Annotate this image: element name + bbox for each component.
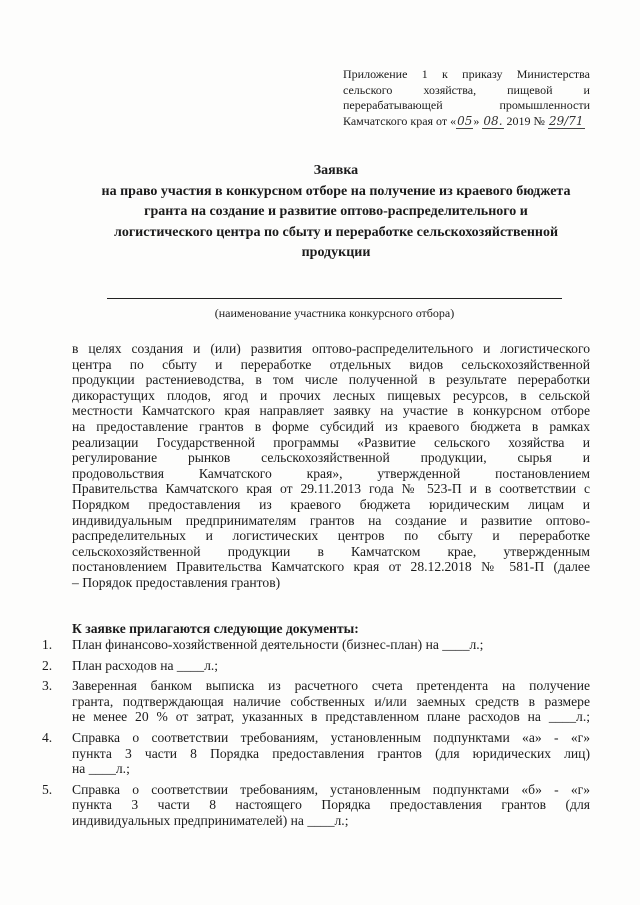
title-line: гранта на создание и развитие оптово-распределительного и: [144, 204, 528, 219]
document-line: не менее 20 % от затрат, указанных в представленном плане расходов на ____л.;: [72, 709, 590, 725]
body-line: продовольствия Камчатского края», утвержденной постановлением: [72, 465, 590, 481]
body-line: сельскохозяйственной продукции в Камчатском крае, утвержденным: [72, 543, 590, 559]
annex-line: [343, 98, 590, 114]
document-item: [42, 678, 590, 725]
document-number: 2.: [42, 657, 53, 673]
body-line: центра по сбыту и переработке отдельных видов сельскохозяйственной: [72, 356, 590, 372]
document-item: [42, 782, 590, 829]
annex-date-line: [343, 114, 590, 130]
document-line: Справка о соответствии требованиям, установленным подпунктами «б» - «г»: [72, 781, 590, 797]
document-line: пункта 3 части 8 Порядка предоставления грантов (для юридических лиц): [72, 745, 590, 761]
participant-caption: (наименование участника конкурсного отбора): [214, 306, 455, 320]
document-number: 1.: [42, 637, 53, 652]
annex-word: приказу: [462, 67, 503, 81]
body-line: на предоставление грантов в форме субсидий из краевого бюджета в рамках: [72, 418, 590, 434]
annex-word: к: [442, 67, 448, 81]
body-line: регулирование рынков сельскохозяйственной продукции, сырья и: [72, 450, 590, 466]
document-item: [42, 637, 590, 653]
attachments-heading: К заявке прилагаются следующие документы:: [72, 621, 359, 636]
handwritten-day: 05: [457, 113, 473, 128]
body-line: Правительства Камчатского края от 29.11.2013 года № 523-П и в соответствии с: [72, 481, 590, 497]
annex-header: [343, 67, 590, 129]
annex-word: Приложение: [343, 67, 408, 81]
annex-line: [343, 67, 590, 83]
document-line: индивидуальных предпринимателей) на ____л.;: [72, 812, 349, 828]
document-number: 4.: [42, 729, 53, 745]
body-line: постановлением Правительства Камчатского края от 28.12.2018 № 581-П (далее: [72, 559, 590, 575]
body-line: индивидуальным предпринимателям грантов на создание и развитие оптово-: [72, 512, 590, 528]
annex-word: Министерства: [516, 67, 590, 81]
body-line: в целях создания и (или) развития оптово-распределительного и логистического: [72, 341, 590, 356]
annex-line: [343, 83, 590, 99]
handwritten-month: 08.: [483, 113, 503, 128]
annex-date-prefix: Камчатского края от «: [343, 113, 457, 128]
application-title: [66, 161, 606, 264]
body-line: дикорастущих плодов, ягод и прочих лесных пищевых ресурсов, в сельской: [72, 387, 590, 403]
body-line: продукции растениеводства, в том числе полученной в результате переработки: [72, 372, 590, 388]
title-line: на право участия в конкурсном отборе на получение из краевого бюджета: [101, 183, 571, 199]
document-line: Справка о соответствии требованиям, установленным подпунктами «а» - «г»: [72, 729, 590, 745]
annex-word: перерабатывающей: [343, 98, 443, 112]
document-item: [42, 730, 590, 777]
participant-name-blank: [107, 298, 562, 299]
annex-word: пищевой: [507, 82, 553, 97]
document-line: пункта 3 части 8 настоящего Порядка предоставления грантов (для: [72, 797, 590, 813]
handwritten-order-number: 29/71: [548, 113, 584, 128]
title-heading: Заявка: [313, 163, 359, 178]
title-line: логистического центра по сбыту и переработке сельскохозяйственной: [113, 224, 559, 240]
body-paragraph: [72, 341, 590, 591]
annex-date-sep: »: [473, 113, 480, 128]
annex-word: и: [583, 82, 590, 97]
body-line: реализации Государственной программы «Развитие сельского хозяйства и: [72, 434, 590, 450]
body-line: местности Камчатского края направляет заявку на участие в конкурсном отборе: [72, 403, 590, 419]
annex-year: 2019 №: [506, 113, 545, 128]
document-number: 5.: [42, 781, 53, 797]
document-number: 3.: [42, 678, 53, 694]
document-line: Заверенная банком выписка из расчетного счета претендента на получение: [72, 678, 590, 694]
body-line: – Порядок предоставления грантов): [72, 574, 281, 590]
body-line: Порядком предоставления из краевого бюджета юридическим лицам и: [72, 496, 590, 512]
annex-word: хозяйства,: [423, 82, 477, 97]
body-line: распределительных и логистических центров по сбыту и переработке: [72, 528, 590, 544]
annex-word: сельского: [343, 82, 393, 97]
document-line: План финансово-хозяйственной деятельности (бизнес-план) на ____л.;: [72, 637, 484, 652]
title-line: продукции: [301, 245, 371, 260]
document-line: План расходов на ____л.;: [72, 657, 219, 673]
documents-list: [42, 637, 590, 834]
annex-word: промышленности: [499, 98, 590, 112]
annex-word: 1: [421, 67, 428, 81]
document-line: гранта, подтверждающая наличие собственных и/или заемных средств в размере: [72, 693, 590, 709]
document-line: на ____л.;: [72, 761, 130, 777]
document-item: [42, 658, 590, 674]
